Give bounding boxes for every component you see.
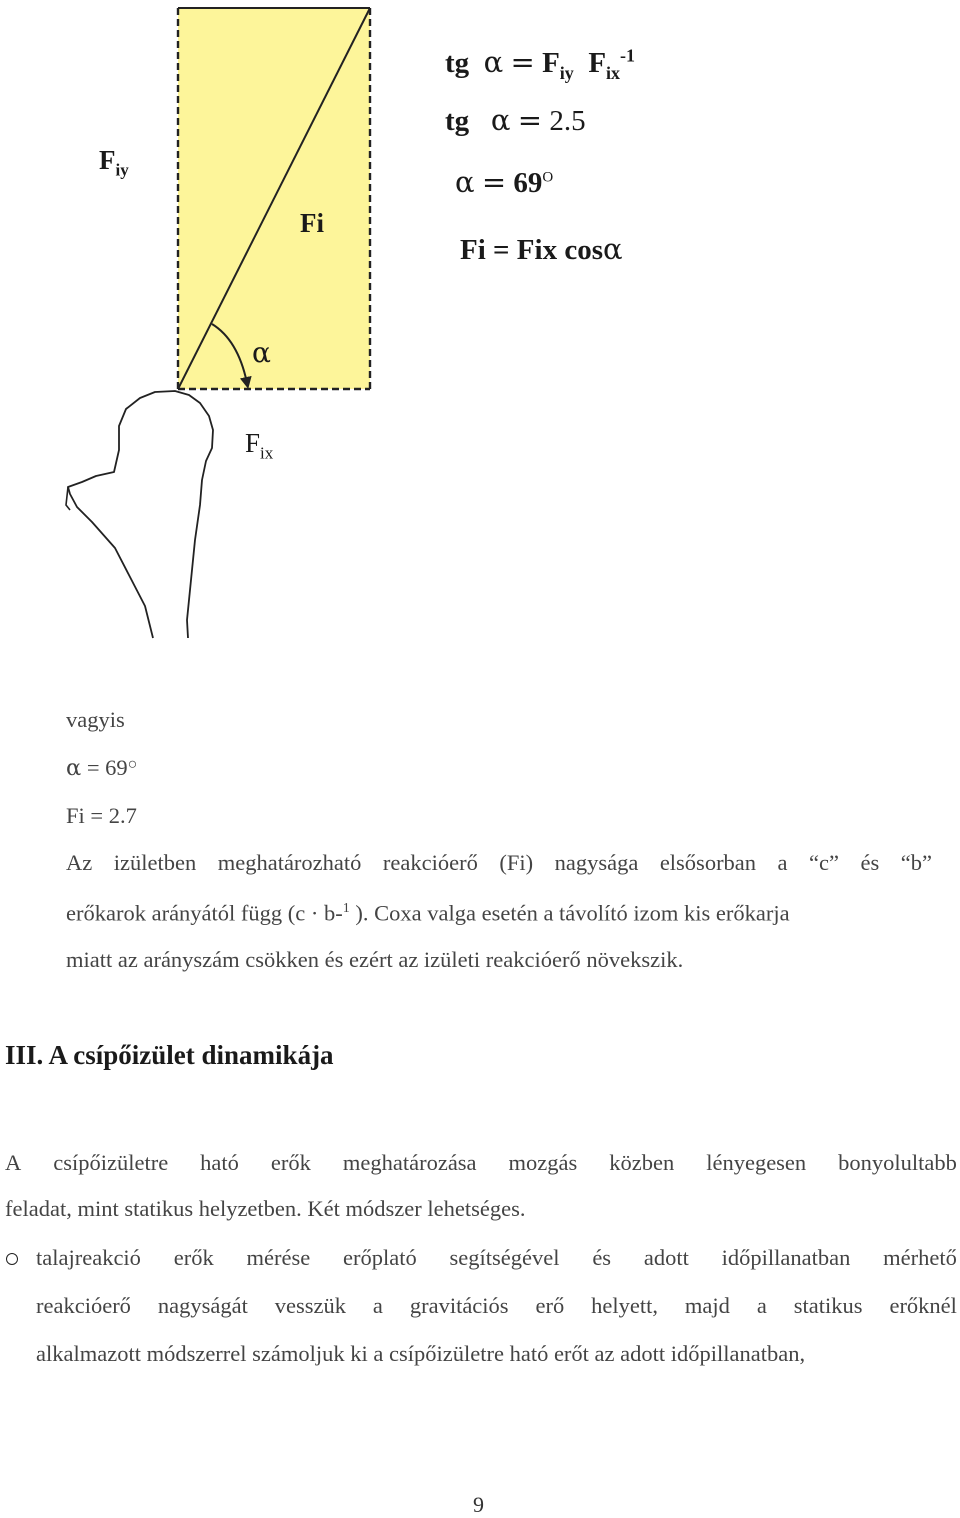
word: mozgás [508, 1150, 578, 1175]
label-alpha: α [252, 336, 271, 369]
word: erők [270, 1150, 311, 1175]
word: (Fi) [499, 850, 534, 875]
word: és [592, 1245, 612, 1270]
p1-line3: miatt az arányszám csökken és ezért az izületi reakcióerő növekszik. [66, 946, 684, 972]
word: közben [609, 1150, 675, 1175]
bullet-paragraph [36, 1234, 957, 1378]
p2-line1 [5, 1140, 957, 1186]
word: helyett, [591, 1293, 658, 1318]
word: csípőizületre [53, 1150, 169, 1175]
alpha-symbol: α [66, 755, 82, 781]
page-number: 9 [473, 1492, 484, 1517]
word: reakcióerő [382, 850, 478, 875]
word: vesszük [274, 1293, 346, 1318]
label-fi: Fi [300, 208, 324, 238]
word: meghatározása [342, 1150, 477, 1175]
word: erő [535, 1293, 565, 1318]
p1-line1 [66, 840, 932, 886]
word: a [372, 1293, 383, 1318]
section-heading: III. A csípőizület dinamikája [5, 1040, 334, 1070]
bullet-icon [6, 1253, 18, 1265]
b-line3: alkalmazott módszerrel számoljuk ki a csípőizületre ható erőt az adott időpillanatban, [36, 1341, 806, 1366]
word: bonyolultabb [838, 1150, 957, 1175]
formula-fi-cos: Fi = Fix cosα [460, 232, 623, 266]
word: adott [643, 1245, 689, 1270]
paragraph-reaction-force [66, 840, 932, 983]
word: reakcióerő [36, 1293, 131, 1318]
word: és [860, 850, 880, 875]
word: gravitációs [409, 1293, 509, 1318]
paragraph-dynamics [5, 1140, 957, 1232]
word: izületben [113, 850, 197, 875]
word: elsősorban [659, 850, 757, 875]
alpha-result: α = 69○ [66, 755, 138, 781]
femur-outline [68, 391, 213, 638]
b-line2 [36, 1282, 957, 1330]
word: A [5, 1150, 22, 1175]
word: a [756, 1293, 767, 1318]
word: mérhető [883, 1245, 957, 1270]
formula-tg-ratio: tg $\alpha = F_{iy}$ $F_{ix}^{-1}$ [445, 45, 636, 83]
formula-tg-value: tg α = 2.5 [445, 103, 586, 137]
word: erőplató [343, 1245, 417, 1270]
word: “b” [900, 850, 932, 875]
b-line1 [36, 1234, 957, 1282]
word: segítségével [449, 1245, 560, 1270]
word: mérése [246, 1245, 311, 1270]
word: nagyságát [157, 1293, 248, 1318]
word: időpillanatban [721, 1245, 851, 1270]
label-fix: $F_{ix}$ [245, 428, 274, 463]
label-fiy: $F_{iy}$ [99, 145, 129, 180]
word: “c” [809, 850, 840, 875]
word: majd [684, 1293, 730, 1318]
word: meghatározható [217, 850, 362, 875]
p1-line2: erőkarok arányától függ (c · b-$^1$ ). Coxa valga esetén a távolító izom kis erőkarja [66, 900, 790, 926]
fi-result: Fi = 2.7 [66, 803, 137, 828]
word: a [777, 850, 788, 875]
word: erőknél [889, 1293, 957, 1318]
formula-alpha-value: $\alpha = 69^O$ [455, 165, 554, 199]
word: erők [173, 1245, 214, 1270]
p2-line2: feladat, mint statikus helyzetben. Két módszer lehetséges. [5, 1196, 526, 1221]
word: talajreakció [36, 1245, 141, 1270]
word: statikus [793, 1293, 863, 1318]
word: ható [200, 1150, 239, 1175]
word: nagysága [554, 850, 639, 875]
word: lényegesen [706, 1150, 807, 1175]
word: Az [66, 850, 93, 875]
vagyis-text: vagyis [66, 707, 125, 732]
